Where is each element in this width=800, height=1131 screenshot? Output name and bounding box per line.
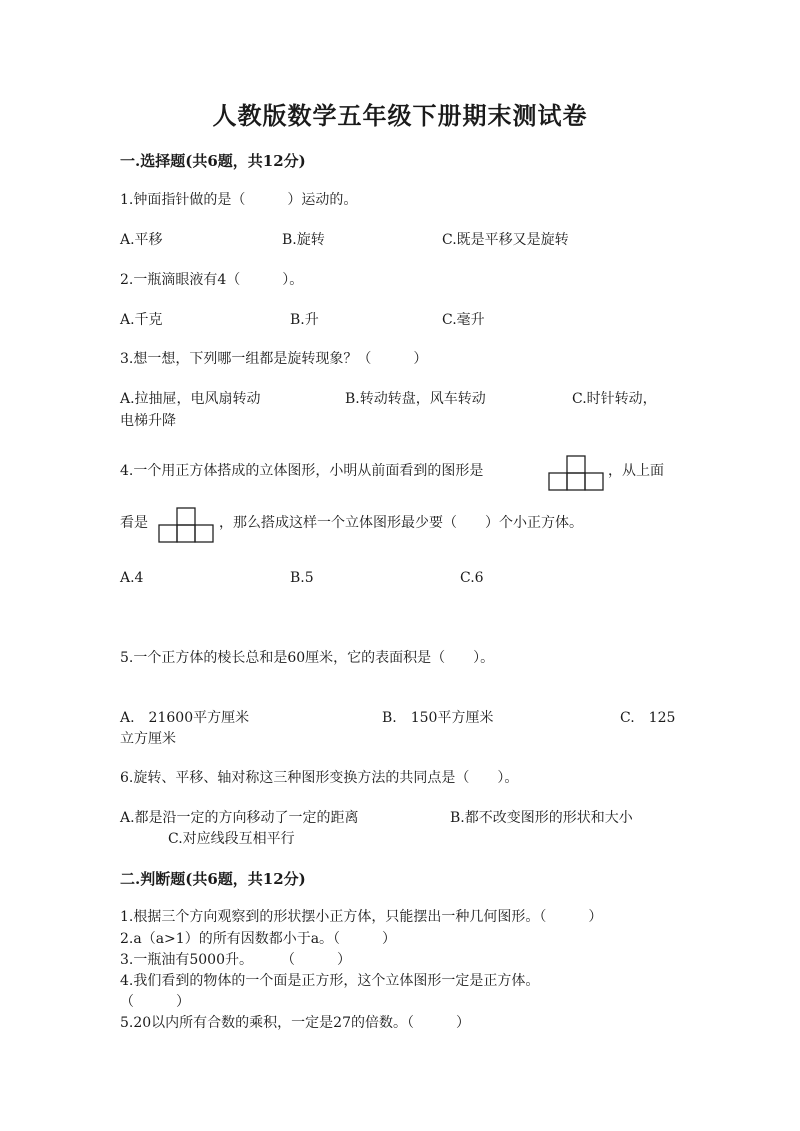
question-4-part4: ，那么搭成这样一个立体图形最少要（ ）个小正方体。 <box>219 515 583 531</box>
question-3: 3.想一想，下列哪一组都是旋转现象？（ ） <box>120 351 428 367</box>
question-1: 1.钟面指针做的是（ ）运动的。 <box>120 192 358 208</box>
q6-option-a: A.都是沿一定的方向移动了一定的距离 <box>120 810 359 826</box>
q5-option-a: A. 21600平方厘米 <box>120 710 250 726</box>
q3-option-c-continued: 电梯升降 <box>120 413 176 429</box>
question-5: 5.一个正方体的棱长总和是60厘米，它的表面积是（ ）。 <box>120 650 495 666</box>
judgement-item-5: 5.20以内所有合数的乘积，一定是27的倍数。（ ） <box>120 1015 470 1031</box>
page-title: 人教版数学五年级下册期末测试卷 <box>212 101 588 130</box>
q6-option-b: B.都不改变图形的形状和大小 <box>450 810 633 826</box>
q6-option-c: C.对应线段互相平行 <box>168 831 295 847</box>
q3-option-a: A.拉抽屉，电风扇转动 <box>120 391 261 407</box>
judgement-item-4-brackets: （ ） <box>120 994 190 1010</box>
q4-option-b: B.5 <box>290 570 314 586</box>
q5-option-c: C. 125 <box>620 710 676 726</box>
q1-option-b: B.旋转 <box>282 232 325 248</box>
question-4-part1: 4.一个用正方体搭成的立体图形，小明从前面看到的图形是 <box>120 463 484 479</box>
question-4-part2: ，从上面 <box>608 463 664 479</box>
question-4-part3: 看是 <box>120 515 148 531</box>
q2-option-a: A.千克 <box>120 312 163 328</box>
section-heading-choice: 一.选择题(共6题，共12分) <box>120 152 306 170</box>
q4-option-c: C.6 <box>460 570 484 586</box>
q2-option-c: C.毫升 <box>442 312 485 328</box>
q1-option-c: C.既是平移又是旋转 <box>442 232 569 248</box>
q4-option-a: A.4 <box>120 570 144 586</box>
question-2: 2.一瓶滴眼液有4（ ）。 <box>120 272 304 288</box>
q3-option-b: B.转动转盘，风车转动 <box>345 391 486 407</box>
q3-option-c: C.时针转动， <box>572 391 657 407</box>
question-6: 6.旋转、平移、轴对称这三种图形变换方法的共同点是（ ）。 <box>120 770 519 786</box>
q5-option-c-continued: 立方厘米 <box>120 731 176 747</box>
judgement-item-1: 1.根据三个方向观察到的形状摆小正方体，只能摆出一种几何图形。（ ） <box>120 909 603 925</box>
judgement-item-4: 4.我们看到的物体的一个面是正方形，这个立体图形一定是正方体。 <box>120 973 540 989</box>
judgement-item-3: 3.一瓶油有5000升。 （ ） <box>120 952 351 968</box>
q1-option-a: A.平移 <box>120 232 163 248</box>
top-view-figure <box>158 507 214 543</box>
section-heading-judgement: 二.判断题(共6题，共12分) <box>120 870 306 888</box>
judgement-item-2: 2.a（a>1）的所有因数都小于a。（ ） <box>120 931 397 947</box>
front-view-figure <box>548 455 604 491</box>
q2-option-b: B.升 <box>290 312 319 328</box>
q5-option-b: B. 150平方厘米 <box>382 710 494 726</box>
